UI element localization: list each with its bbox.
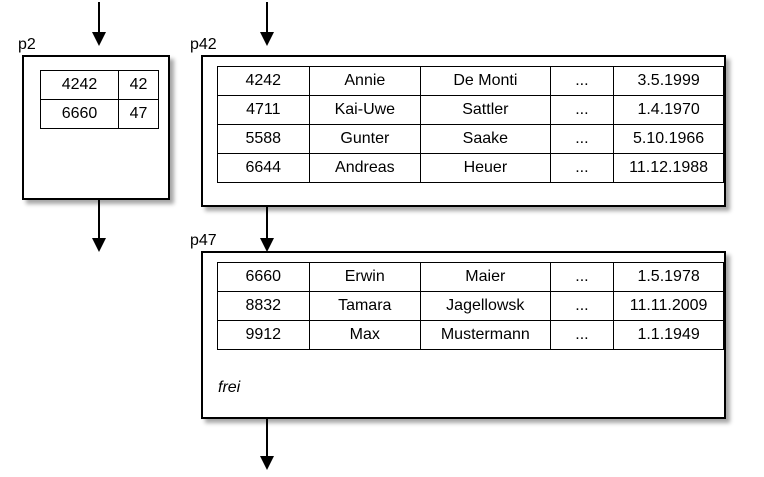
record-firstname: Annie <box>309 67 421 96</box>
table-row <box>41 71 159 100</box>
record-lastname: Sattler <box>421 96 550 125</box>
record-id: 5588 <box>218 125 310 154</box>
record-date: 1.4.1970 <box>614 96 724 125</box>
block-label-p2: p2 <box>18 36 36 53</box>
table-row <box>218 125 724 154</box>
record-firstname: Andreas <box>309 154 421 183</box>
block-label-p47: p47 <box>190 232 217 249</box>
record-more: ... <box>550 67 614 96</box>
data-page-p47 <box>201 251 726 419</box>
arrow-into-p42 <box>256 2 278 46</box>
record-firstname: Tamara <box>309 292 420 321</box>
record-date: 1.5.1978 <box>614 263 724 292</box>
record-table-p42 <box>217 66 724 183</box>
table-row <box>218 67 724 96</box>
record-more: ... <box>550 263 614 292</box>
record-date: 3.5.1999 <box>614 67 724 96</box>
block-label-p42: p42 <box>190 36 217 53</box>
index-key: 6660 <box>41 100 119 129</box>
record-more: ... <box>550 321 614 350</box>
record-table-p47 <box>217 262 724 350</box>
table-row <box>41 100 159 129</box>
record-more: ... <box>550 292 614 321</box>
record-date: 11.11.2009 <box>614 292 724 321</box>
record-lastname: Mustermann <box>420 321 550 350</box>
index-pointer: 47 <box>119 100 159 129</box>
record-id: 8832 <box>218 292 310 321</box>
record-id: 4242 <box>218 67 310 96</box>
record-id: 4711 <box>218 96 310 125</box>
table-row <box>218 263 724 292</box>
record-more: ... <box>550 154 614 183</box>
arrow-into-p47 <box>256 204 278 252</box>
record-date: 11.12.1988 <box>614 154 724 183</box>
record-lastname: Jagellowsk <box>420 292 550 321</box>
table-row <box>218 154 724 183</box>
index-table <box>40 70 159 129</box>
record-firstname: Erwin <box>309 263 420 292</box>
arrow-out-of-p2 <box>88 198 110 252</box>
table-row <box>218 96 724 125</box>
record-more: ... <box>550 96 614 125</box>
record-id: 9912 <box>218 321 310 350</box>
record-lastname: Heuer <box>421 154 550 183</box>
record-lastname: De Monti <box>421 67 550 96</box>
record-id: 6644 <box>218 154 310 183</box>
record-lastname: Maier <box>420 263 550 292</box>
data-page-p42 <box>201 55 726 207</box>
record-date: 5.10.1966 <box>614 125 724 154</box>
arrow-out-of-p47 <box>256 418 278 470</box>
table-row <box>218 321 724 350</box>
record-firstname: Max <box>309 321 420 350</box>
record-more: ... <box>550 125 614 154</box>
record-firstname: Kai-Uwe <box>309 96 421 125</box>
free-space-label: frei <box>218 379 241 396</box>
table-row <box>218 292 724 321</box>
record-firstname: Gunter <box>309 125 421 154</box>
index-pointer: 42 <box>119 71 159 100</box>
index-page-p2 <box>22 55 170 200</box>
record-date: 1.1.1949 <box>614 321 724 350</box>
arrow-into-p2 <box>88 2 110 46</box>
record-lastname: Saake <box>421 125 550 154</box>
record-id: 6660 <box>218 263 310 292</box>
index-key: 4242 <box>41 71 119 100</box>
